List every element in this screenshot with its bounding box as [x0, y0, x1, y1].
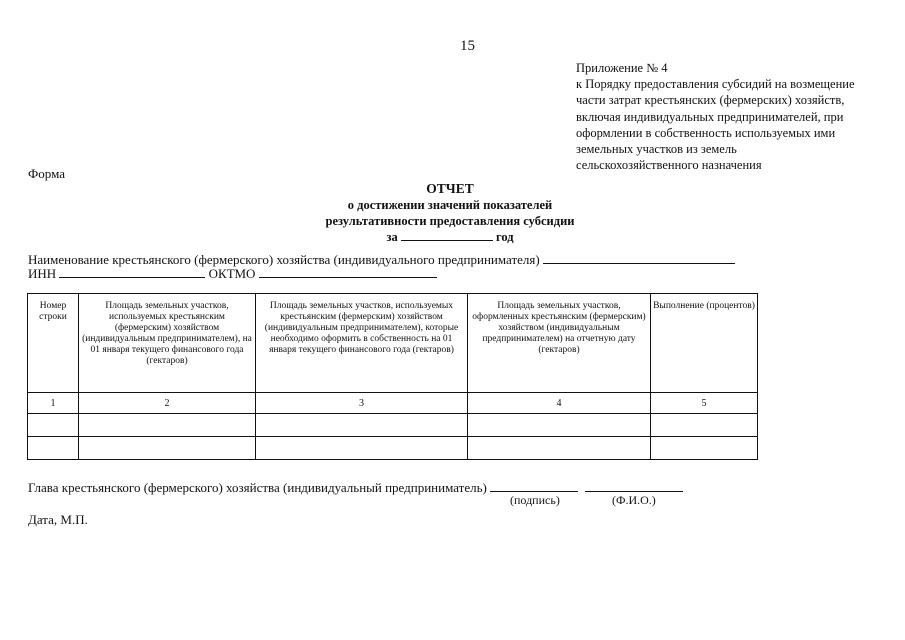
table-cell[interactable] — [79, 414, 256, 437]
table-cell[interactable] — [28, 414, 79, 437]
header-row-number: Номер строки — [28, 294, 79, 393]
table-cell[interactable] — [651, 414, 758, 437]
appendix-line: части затрат крестьянских (фермерских) хозяйств, — [576, 93, 845, 108]
header-completion: Выполнение (процентов) — [651, 294, 758, 393]
table-cell[interactable] — [468, 414, 651, 437]
header-area-used: Площадь земельных участков, используемых крестьянским (фермерским) хозяйством (индивидуальным предпринимателем), на 01 января текущего финансового года (гектаров) — [79, 294, 256, 393]
report-table — [27, 293, 758, 460]
appendix-line: земельных участков из земель — [576, 142, 737, 157]
table-cell[interactable] — [468, 437, 651, 460]
report-subtitle-1: о достижении значений показателей — [347, 198, 553, 212]
table-row — [28, 414, 758, 437]
oktmo-label: ОКТМО — [208, 266, 256, 281]
head-signature-label: Глава крестьянского (фермерского) хозяйства (индивидуальный предприниматель) — [28, 480, 487, 495]
page-number: 15 — [460, 38, 475, 54]
period-prefix: за — [386, 230, 398, 244]
full-name-field[interactable] — [585, 480, 683, 492]
appendix-line: к Порядку предоставления субсидий на возмещение — [576, 77, 855, 92]
appendix-line: оформлении в собственность используемых ими — [576, 125, 836, 140]
report-subtitle-2: результативности предоставления субсидии — [325, 214, 575, 228]
table-cell[interactable] — [651, 437, 758, 460]
inn-label: ИНН — [28, 266, 57, 281]
table-row — [28, 393, 758, 414]
inn-field[interactable] — [59, 266, 205, 278]
report-period — [250, 229, 650, 245]
column-number: 3 — [256, 393, 468, 414]
column-number: 1 — [28, 393, 79, 414]
table-header-row — [28, 294, 758, 393]
table-row — [28, 437, 758, 460]
column-number: 2 — [79, 393, 256, 414]
period-suffix: год — [495, 230, 514, 244]
date-stamp-label: Дата, М.П. — [28, 512, 88, 527]
signature-field[interactable] — [490, 480, 578, 492]
report-title-block — [250, 180, 650, 245]
inn-oktmo-row — [28, 266, 437, 282]
form-label: Форма — [28, 166, 65, 181]
table-cell[interactable] — [256, 414, 468, 437]
oktmo-field[interactable] — [259, 266, 437, 278]
column-number: 5 — [651, 393, 758, 414]
column-number: 4 — [468, 393, 651, 414]
period-field[interactable] — [401, 229, 493, 241]
header-area-to-register: Площадь земельных участков, используемых крестьянским (фермерским) хозяйством (индивидуальным предпринимателем), которые необходимо оформить в собственность на 01 января текущего финансового года (гектаров) — [256, 294, 468, 393]
table-cell[interactable] — [79, 437, 256, 460]
signature-caption: (подпись) — [510, 493, 560, 507]
table-cell[interactable] — [256, 437, 468, 460]
appendix-line: включая индивидуальных предпринимателей, при — [576, 109, 844, 124]
appendix-note — [576, 60, 886, 173]
appendix-line: сельскохозяйственного назначения — [576, 158, 762, 173]
appendix-line: Приложение № 4 — [576, 61, 668, 75]
header-area-registered: Площадь земельных участков, оформленных крестьянским (фермерским) хозяйством (индивидуальным предпринимателем) на отчетную дату (гектаров) — [468, 294, 651, 393]
farm-name-label: Наименование крестьянского (фермерского) хозяйства (индивидуального предпринимателя) — [28, 252, 540, 267]
report-title: ОТЧЕТ — [426, 181, 474, 196]
full-name-caption: (Ф.И.О.) — [612, 493, 656, 507]
table-cell[interactable] — [28, 437, 79, 460]
head-signature-row — [28, 480, 683, 496]
farm-name-field[interactable] — [543, 252, 735, 264]
